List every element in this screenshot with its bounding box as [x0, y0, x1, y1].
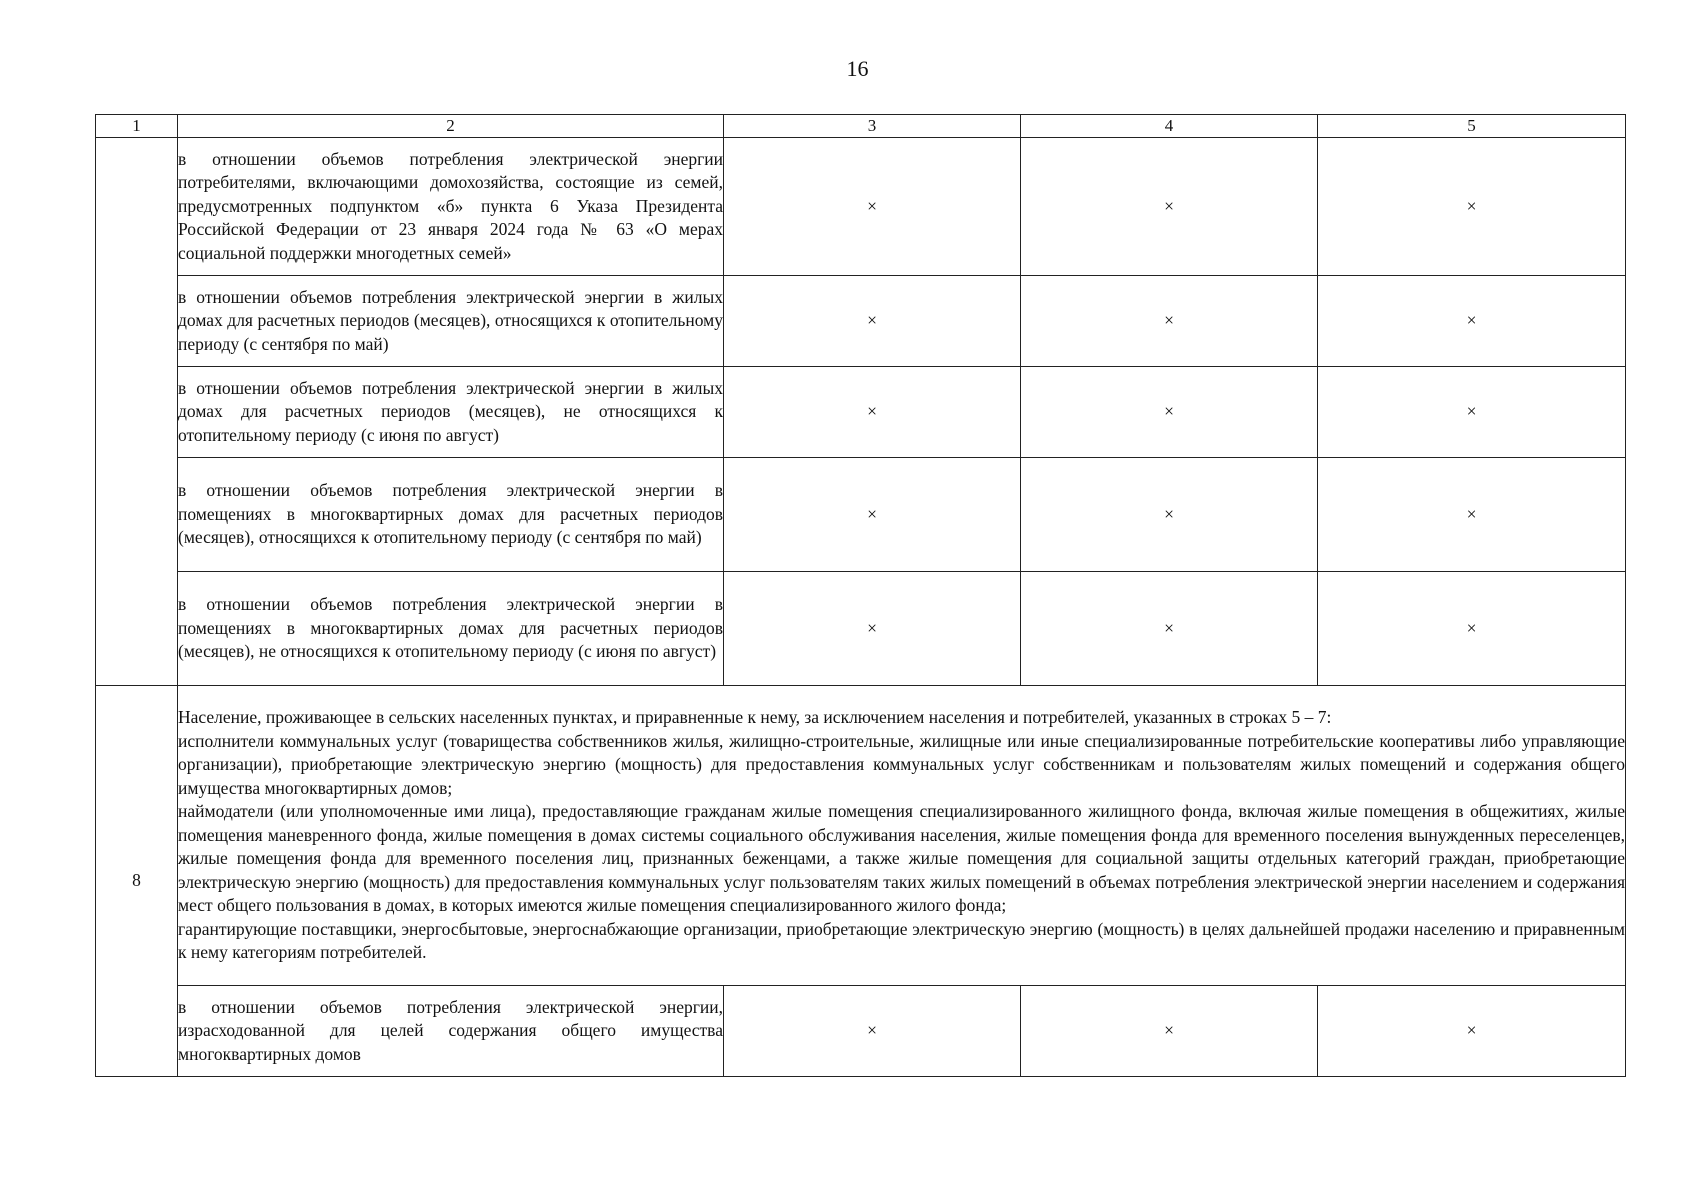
tariff-table: [95, 114, 1626, 1077]
cross-mark: ×: [1318, 367, 1626, 458]
cross-mark: ×: [1318, 138, 1626, 276]
row-description: в отношении объемов потребления электрической энергии в жилых домах для расчетных периодов (месяцев), относящихся к отопительному периоду (с сентября по май): [178, 276, 724, 367]
page-number: 16: [846, 56, 869, 81]
cross-mark: ×: [1318, 458, 1626, 572]
table-row: [96, 367, 1626, 458]
column-header-3: 3: [724, 115, 1021, 138]
table-row: [96, 138, 1626, 276]
header-row: [96, 115, 1626, 138]
cross-mark: ×: [1021, 572, 1318, 686]
table-row: [96, 986, 1626, 1077]
row-number-cell-empty: [96, 138, 178, 686]
cross-mark: ×: [1021, 276, 1318, 367]
row-description: в отношении объемов потребления электрической энергии в жилых домах для расчетных периодов (месяцев), не относящихся к отопительному периоду (с июня по август): [178, 367, 724, 458]
row-8-paragraph: гарантирующие поставщики, энергосбытовые, энергоснабжающие организации, приобретающие электрическую энергию (мощность) в целях дальнейшей продажи населению и приравненным к нему категориям потребителей.: [178, 918, 1625, 963]
table-row-8: [96, 686, 1626, 986]
column-header-2: 2: [178, 115, 724, 138]
row-description: в отношении объемов потребления электрической энергии потребителями, включающими домохозяйства, состоящие из семей, предусмотренных подпунктом «б» пункта 6 Указа Президента Российской Федерации от 23 января 2024 года № 63 «О мерах социальной поддержки многодетных семей»: [178, 138, 724, 276]
row-8-description: [178, 686, 1626, 986]
column-header-1: 1: [96, 115, 178, 138]
cross-mark: ×: [1021, 138, 1318, 276]
row-number-8: 8: [96, 686, 178, 1077]
cross-mark: ×: [1318, 276, 1626, 367]
cross-mark: ×: [1021, 986, 1318, 1077]
table-row: [96, 572, 1626, 686]
cross-mark: ×: [724, 276, 1021, 367]
row-description: в отношении объемов потребления электрической энергии в помещениях в многоквартирных домах для расчетных периодов (месяцев), относящихся к отопительному периоду (с сентября по май): [178, 458, 724, 572]
cross-mark: ×: [1318, 572, 1626, 686]
row-8-paragraph: исполнители коммунальных услуг (товарищества собственников жилья, жилищно-строительные, жилищные или иные специализированные потребительские кооперативы либо управляющие организации), приобретающие электрическую энергию (мощность) для предоставления коммунальных услуг собственникам и пользователям жилых помещений и содержания общего имущества многоквартирных домов;: [178, 730, 1625, 798]
cross-mark: ×: [724, 138, 1021, 276]
cross-mark: ×: [1021, 367, 1318, 458]
row-description: в отношении объемов потребления электрической энергии в помещениях в многоквартирных домах для расчетных периодов (месяцев), не относящихся к отопительному периоду (с июня по август): [178, 572, 724, 686]
column-header-4: 4: [1021, 115, 1318, 138]
table-row: [96, 458, 1626, 572]
row-description: в отношении объемов потребления электрической энергии, израсходованной для целей содержания общего имущества многоквартирных домов: [178, 986, 724, 1077]
table-row: [96, 276, 1626, 367]
row-8-paragraph: Население, проживающее в сельских населенных пунктах, и приравненные к нему, за исключением населения и потребителей, указанных в строках 5 – 7:: [178, 707, 1332, 728]
cross-mark: ×: [724, 572, 1021, 686]
cross-mark: ×: [1021, 458, 1318, 572]
cross-mark: ×: [724, 986, 1021, 1077]
row-8-paragraph: наймодатели (или уполномоченные ими лица), предоставляющие гражданам жилые помещения специализированного жилищного фонда, включая жилые помещения в общежитиях, жилые помещения маневренного фонда, жилые помещения в домах системы социального обслуживания населения, жилые помещения фонда для временного поселения вынужденных переселенцев, жилые помещения фонда для временного поселения лиц, признанных беженцами, а также жилые помещения для социальной защиты отдельных категорий граждан, приобретающие электрическую энергию (мощность) для предоставления коммунальных услуг пользователям таких жилых помещений в объемах потребления электрической энергии населением и содержания мест общего пользования в домах, в которых имеются жилые помещения специализированного жилого фонда;: [178, 801, 1625, 916]
cross-mark: ×: [724, 458, 1021, 572]
cross-mark: ×: [724, 367, 1021, 458]
column-header-5: 5: [1318, 115, 1626, 138]
cross-mark: ×: [1318, 986, 1626, 1077]
